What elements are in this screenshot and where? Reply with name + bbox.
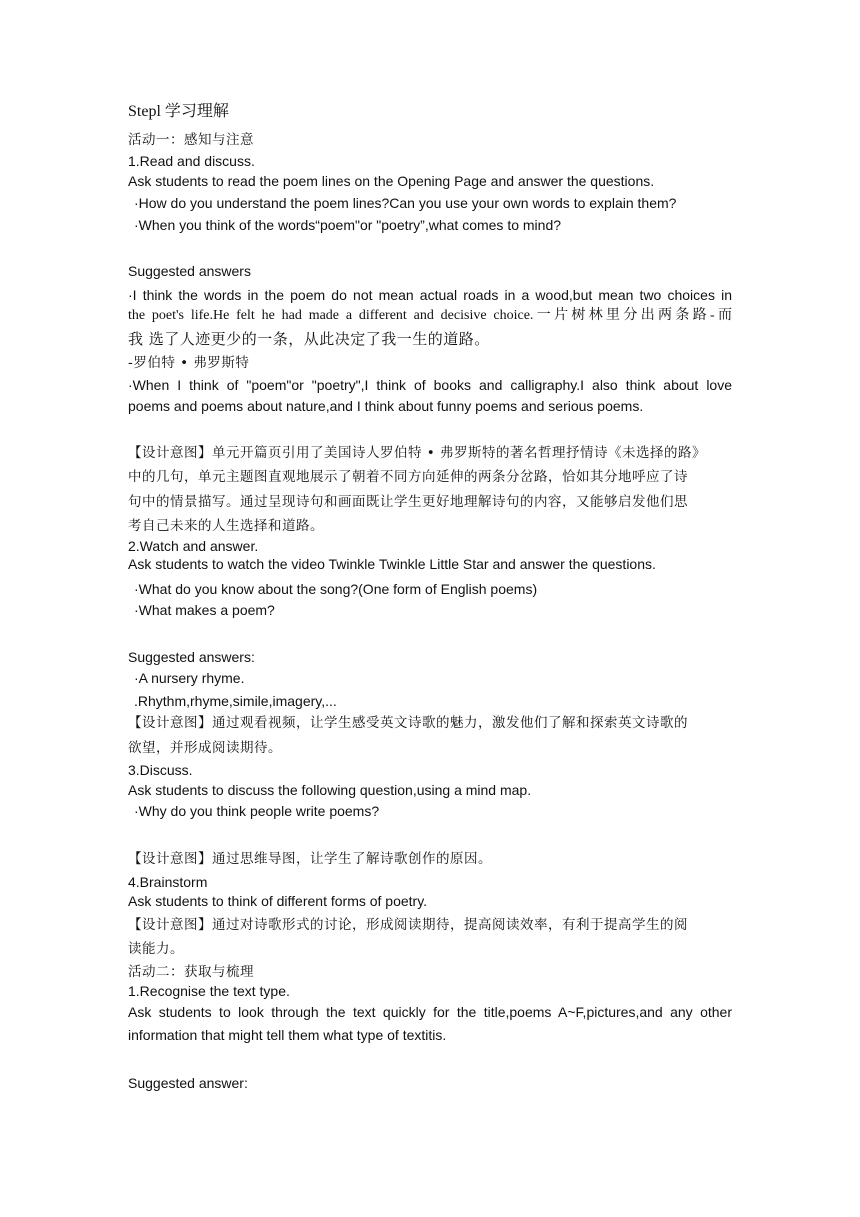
step-heading: Stepl 学习理解: [128, 103, 229, 120]
suggested-answers-label: Suggested answers:: [128, 649, 255, 665]
instruction-line: Ask students to discuss the following question,using a mind map.: [128, 782, 532, 798]
design-intent: 中的几句，单元主题图直观地展示了朝着不同方向延伸的两条分岔路，恰如其分地呼应了诗: [128, 469, 688, 485]
design-intent: 【设计意图】通过对诗歌形式的讨论，形成阅读期待，提高阅读效率，有利于提高学生的阅: [128, 917, 688, 933]
task-heading: 2.Watch and answer.: [128, 538, 259, 554]
design-intent: 考自己未来的人生选择和道路。: [128, 518, 324, 534]
design-intent: 【设计意图】通过思维导图，让学生了解诗歌创作的原因。: [128, 851, 492, 867]
answer-line: ·I think the words in the poem do not mean actual roads in a wood,but mean two choices in: [128, 287, 732, 303]
task-heading: 1.Recognise the text type.: [128, 983, 290, 999]
answer-line: ·A nursery rhyme.: [134, 670, 245, 686]
activity-heading: 活动二：获取与梳理: [128, 964, 254, 980]
answer-line: ·When I think of "poem"or "poetry",I think of books and calligraphy.I also think about love: [128, 377, 732, 393]
question-line: ·What makes a poem?: [134, 602, 275, 618]
quote-attribution: -罗伯特 • 弗罗斯特: [128, 355, 250, 371]
design-intent: 欲望，并形成阅读期待。: [128, 740, 282, 756]
design-intent: 【设计意图】通过观看视频，让学生感受英文诗歌的魅力，激发他们了解和探索英文诗歌的: [128, 715, 688, 731]
question-line: ·How do you understand the poem lines?Can you use your own words to explain them?: [134, 195, 677, 211]
activity-heading: 活动一：感知与注意: [128, 132, 254, 148]
task-heading: 4.Brainstorm: [128, 874, 208, 890]
instruction-line: information that might tell them what type of textitis.: [128, 1027, 447, 1043]
question-line: ·When you think of the words“poem"or "poetry”,what comes to mind?: [134, 217, 562, 233]
instruction-line: Ask students to look through the text quickly for the title,poems A~F,pictures,and any other: [128, 1004, 732, 1020]
design-intent: 句中的情景描写。通过呈现诗句和画面既让学生更好地理解诗句的内容，又能够启发他们思: [128, 494, 688, 510]
design-intent: 读能力。: [128, 941, 184, 957]
answer-line: the poet's life.He felt he had made a different and decisive choice.一片树林里分出两条路-而: [128, 308, 732, 323]
answer-line: 我 选了人迹更少的一条，从此决定了我一生的道路。: [128, 330, 490, 348]
answer-line: poems and poems about nature,and I think about funny poems and serious poems.: [128, 398, 644, 414]
suggested-answers-label: Suggested answer:: [128, 1075, 248, 1091]
question-line: ·Why do you think people write poems?: [134, 803, 380, 819]
instruction-line: Ask students to read the poem lines on the Opening Page and answer the questions.: [128, 173, 655, 189]
answer-line: .Rhythm,rhyme,simile,imagery,...: [134, 693, 337, 709]
design-intent: 【设计意图】单元开篇页引用了美国诗人罗伯特 • 弗罗斯特的著名哲理抒情诗《未选择的路》: [128, 445, 707, 461]
question-line: ·What do you know about the song?(One form of English poems): [134, 581, 538, 597]
suggested-answers-label: Suggested answers: [128, 263, 251, 279]
instruction-line: Ask students to watch the video Twinkle Twinkle Little Star and answer the questions.: [128, 556, 656, 572]
task-heading: 3.Discuss.: [128, 762, 193, 778]
instruction-line: Ask students to think of different forms of poetry.: [128, 893, 428, 909]
task-heading: 1.Read and discuss.: [128, 153, 255, 169]
